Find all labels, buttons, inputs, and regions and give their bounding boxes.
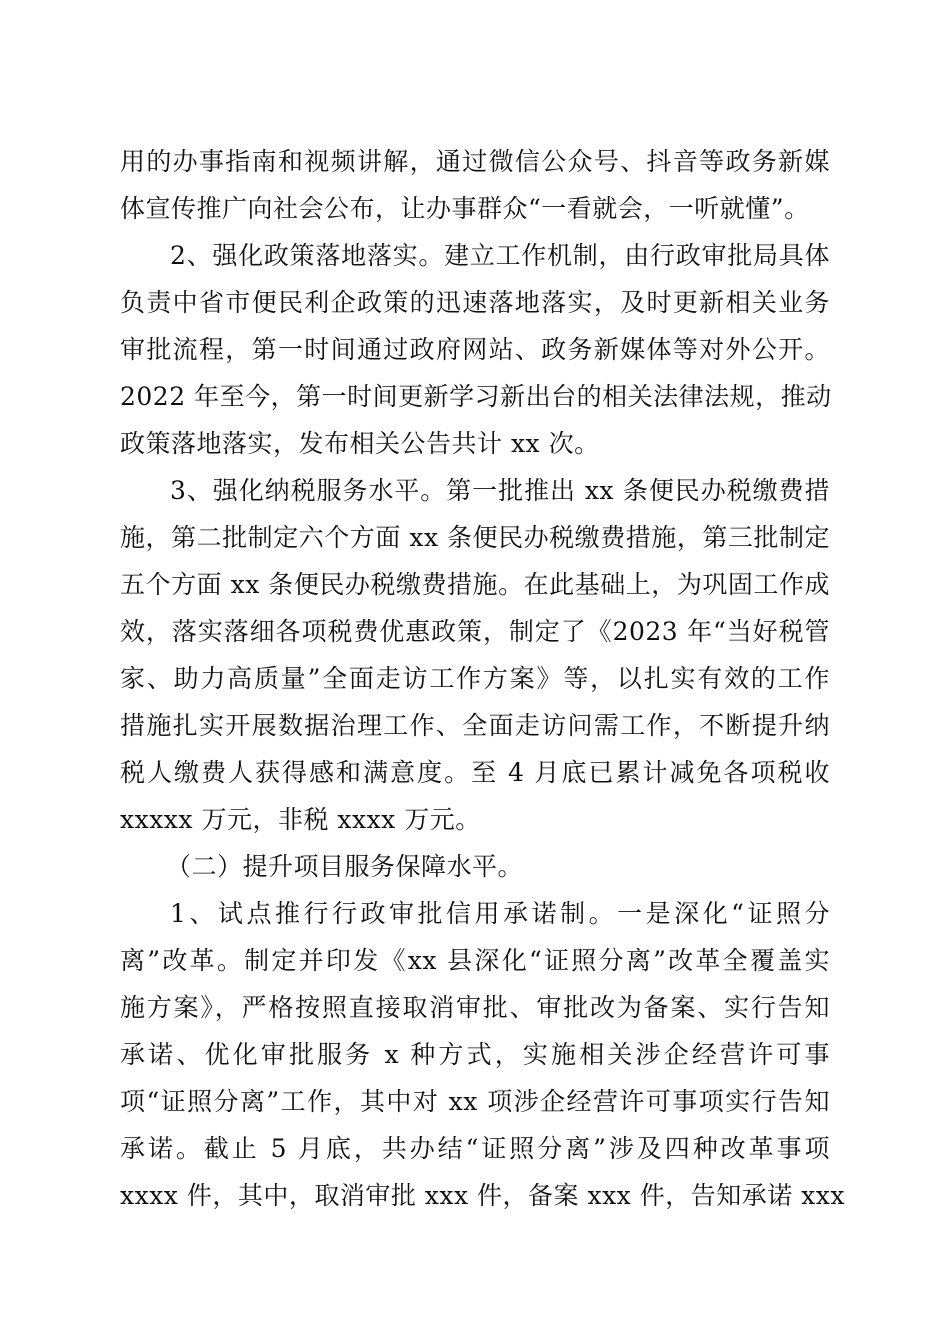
body-text-line: 审批流程，第一时间通过政府网站、政务新媒体等对外公开。 (120, 335, 830, 364)
body-text-line: 五个方面 xx 条便民办税缴费措施。在此基础上，为巩固工作成 (120, 570, 830, 599)
paragraph-first-line: 1、试点推行行政审批信用承诺制。一是深化“证照分 (170, 899, 830, 928)
body-text-line: 效，落实落细各项税费优惠政策，制定了《2023 年“当好税管 (120, 617, 830, 646)
body-text-line: 项“证照分离”工作，其中对 xx 项涉企经营许可事项实行告知 (120, 1087, 830, 1116)
body-text-line: 离”改革。制定并印发《xx 县深化“证照分离”改革全覆盖实 (120, 946, 830, 975)
section-heading: （二）提升项目服务保障水平。 (166, 852, 524, 881)
body-text-line: 体宣传推广向社会公布，让办事群众“一看就会，一听就懂”。 (120, 194, 810, 223)
body-text-line: 承诺、优化审批服务 x 种方式，实施相关涉企经营许可事 (120, 1040, 830, 1069)
body-text-line: 施，第二批制定六个方面 xx 条便民办税缴费措施，第三批制定 (120, 523, 830, 552)
paragraph-first-line: 3、强化纳税服务水平。第一批推出 xx 条便民办税缴费措 (170, 476, 830, 505)
body-text-line: 负责中省市便民利企政策的迅速落地落实，及时更新相关业务 (120, 288, 830, 317)
body-text-line: xxxx 件，其中，取消审批 xxx 件，备案 xxx 件，告知承诺 xxx (120, 1181, 845, 1210)
body-text-line: 措施扎实开展数据治理工作、全面走访问需工作，不断提升纳 (120, 711, 830, 740)
body-text-line: 家、助力高质量”全面走访工作方案》等，以扎实有效的工作 (120, 664, 830, 693)
body-text-line: 政策落地落实，发布相关公告共计 xx 次。 (120, 429, 600, 458)
body-text-line: 用的办事指南和视频讲解，通过微信公众号、抖音等政务新媒 (120, 147, 830, 176)
body-text-line: 2022 年至今，第一时间更新学习新出台的相关法律法规，推动 (120, 382, 832, 411)
body-text-line: 承诺。截止 5 月底，共办结“证照分离”涉及四种改革事项 (120, 1134, 830, 1163)
body-text-line: 税人缴费人获得感和满意度。至 4 月底已累计减免各项税收 (120, 758, 830, 787)
body-text-line: xxxxx 万元，非税 xxxx 万元。 (120, 805, 481, 834)
paragraph-first-line: 2、强化政策落地落实。建立工作机制，由行政审批局具体 (170, 241, 830, 270)
body-text-line: 施方案》，严格按照直接取消审批、审批改为备案、实行告知 (120, 993, 830, 1022)
